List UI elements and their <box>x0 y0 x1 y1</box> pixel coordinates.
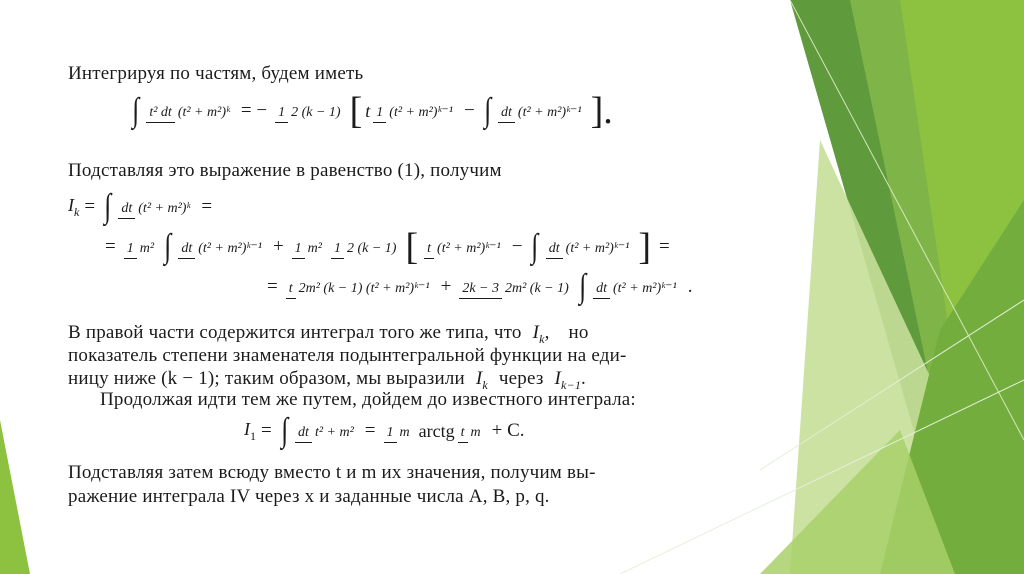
equation-3: = 1 m² ∫ dt (t² + m²)ᵏ⁻¹ + 1 m² 1 2 (k − 1) [ t (t² + m²)ᵏ⁻¹ − ∫ dt (t² + m²)ᵏ⁻¹ ] = <box>105 226 670 268</box>
line-4: показатель степени знаменателя подынтегральной функции на еди- <box>68 345 627 366</box>
line-2: Подставляя это выражение в равенство (1), получим <box>68 160 502 181</box>
eq1-lhs-fraction: t² dt (t² + m²)ᵏ <box>146 100 233 123</box>
line-1: Интегрируя по частям, будем иметь <box>68 63 364 84</box>
equation-4: = t 2m² (k − 1) (t² + m²)ᵏ⁻¹ + 2k − 3 2m² (k − 1) ∫ dt (t² + m²)ᵏ⁻¹ . <box>267 268 693 305</box>
line-3: В правой части содержится интеграл того же типа, что $I_k$, но <box>68 322 589 346</box>
equation-2: Ik = ∫ dt (t² + m²)ᵏ = <box>68 188 213 225</box>
line-8: ражение интеграла IV через x и заданные числа A, B, p, q. <box>68 486 550 507</box>
equation-1: ∫ t² dt (t² + m²)ᵏ = − 1 2 (k − 1) [ t 1 (t² + m²)ᵏ⁻¹ − ∫ dt (t² + m²)ᵏ⁻¹ ]. <box>132 90 613 132</box>
line-5: ницу ниже (k − 1); таким образом, мы выразили $I_k$ через $I_{k-1}$. <box>68 368 586 392</box>
line-6: Продолжая идти тем же путем, дойдем до известного интеграла: <box>100 389 636 410</box>
line-7: Подставляя затем всюду вместо t и m их значения, получим вы- <box>68 462 596 483</box>
equation-5: I1 = ∫ dt t² + m² = 1 m arctg t m + C. <box>244 412 525 449</box>
